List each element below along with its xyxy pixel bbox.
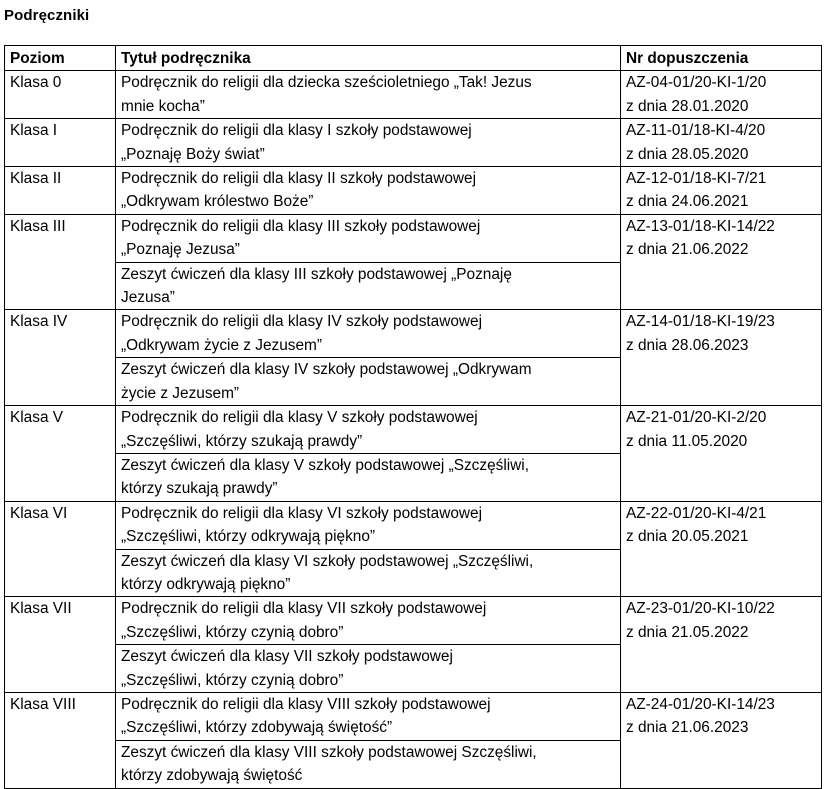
header-title: Tytuł podręcznika [116,46,621,71]
table-row [5,167,822,215]
title-line: Podręcznik do religii dla klasy II szkoły podstawowej [121,170,476,188]
title-cell [116,358,621,406]
approval-number: AZ-12-01/18-KI-7/21 [626,170,767,188]
approval-date: z dnia 24.06.2021 [626,193,749,211]
title-cell [116,453,621,501]
approval-number: AZ-11-01/18-KI-4/20 [626,122,766,140]
approval-number: AZ-22-01/20-KI-4/21 [626,504,767,522]
title-cell [116,214,621,262]
header-approval: Nr dopuszczenia [621,46,822,71]
title-line: Podręcznik do religii dla klasy I szkoły podstawowej [121,122,472,140]
title-line: Zeszyt ćwiczeń dla klasy V szkoły podstawowej „Szczęśliwi, [121,456,529,474]
approval-cell [621,167,822,215]
title-line: Zeszyt ćwiczeń dla klasy VII szkoły podstawowej [121,648,453,666]
approval-number: AZ-13-01/18-KI-14/22 [626,217,775,235]
table-row [5,406,822,454]
approval-number: AZ-24-01/20-KI-14/23 [626,695,775,713]
approval-number: AZ-04-01/20-KI-1/20 [626,74,767,92]
title-line: Jezusa” [121,289,175,307]
title-line: życie z Jezusem” [121,384,240,402]
approval-cell [621,692,822,788]
title-cell [116,262,621,310]
approval-date: z dnia 28.05.2020 [626,145,749,163]
title-line: „Szczęśliwi, którzy czynią dobro” [121,623,344,641]
approval-date: z dnia 11.05.2020 [626,432,748,450]
approval-date: z dnia 28.01.2020 [626,97,749,115]
title-cell [116,119,621,167]
title-line: mnie kocha” [121,97,205,115]
level-cell: Klasa 0 [5,71,116,119]
title-line: „Poznaję Jezusa” [121,241,240,259]
title-line: „Odkrywam królestwo Boże” [121,193,314,211]
title-line: którzy zdobywają świętość [121,767,303,785]
title-line: Podręcznik do religii dla klasy IV szkoły podstawowej [121,313,482,331]
level-cell: Klasa VI [5,501,116,597]
approval-date: z dnia 21.06.2023 [626,719,749,737]
approval-cell [621,71,822,119]
title-line: Podręcznik do religii dla dziecka sześcioletniego „Tak! Jezus [121,74,532,92]
title-cell [116,406,621,454]
level-cell: Klasa VII [5,597,116,693]
title-cell [116,740,621,788]
title-cell [116,692,621,740]
title-line: „Odkrywam życie z Jezusem” [121,336,322,354]
level-cell: Klasa II [5,167,116,215]
title-cell [116,549,621,597]
title-line: Zeszyt ćwiczeń dla klasy IV szkoły podstawowej „Odkrywam [121,361,532,379]
approval-cell [621,597,822,693]
title-line: Podręcznik do religii dla klasy VIII szkoły podstawowej [121,695,491,713]
title-line: Podręcznik do religii dla klasy V szkoły podstawowej [121,409,478,427]
approval-cell [621,501,822,597]
table-row [5,71,822,119]
table-row [5,119,822,167]
title-line: Zeszyt ćwiczeń dla klasy VI szkoły podstawowej „Szczęśliwi, [121,552,534,570]
level-cell: Klasa I [5,119,116,167]
level-cell: Klasa III [5,214,116,310]
approval-date: z dnia 28.06.2023 [626,336,749,354]
title-line: „Szczęśliwi, którzy zdobywają świętość” [121,719,393,737]
approval-cell [621,214,822,310]
title-line: którzy odkrywają piękno” [121,575,291,593]
title-cell [116,501,621,549]
title-line: Zeszyt ćwiczeń dla klasy VIII szkoły podstawowej Szczęśliwi, [121,743,537,761]
approval-number: AZ-21-01/20-KI-2/20 [626,409,767,427]
level-cell: Klasa V [5,406,116,502]
title-line: Podręcznik do religii dla klasy VI szkoły podstawowej [121,504,482,522]
title-cell [116,71,621,119]
table-header-row [5,46,822,71]
level-cell: Klasa IV [5,310,116,406]
title-cell [116,310,621,358]
table-row [5,692,822,740]
table-row [5,597,822,645]
title-line: „Szczęśliwi, którzy czynią dobro” [121,671,344,689]
table-row [5,310,822,358]
approval-number: AZ-14-01/18-KI-19/23 [626,313,775,331]
title-cell [116,167,621,215]
approval-cell [621,119,822,167]
header-level: Poziom [5,46,116,71]
title-cell [116,597,621,645]
title-cell [116,645,621,693]
textbooks-table [4,45,822,789]
title-line: „Szczęśliwi, którzy szukają prawdy” [121,432,363,450]
approval-number: AZ-23-01/20-KI-10/22 [626,600,775,618]
level-cell: Klasa VIII [5,692,116,788]
title-line: Zeszyt ćwiczeń dla klasy III szkoły podstawowej „Poznaję [121,265,512,283]
title-line: Podręcznik do religii dla klasy III szkoły podstawowej [121,217,481,235]
table-body [5,71,822,788]
title-line: „Poznaję Boży świat” [121,145,265,163]
title-line: Podręcznik do religii dla klasy VII szkoły podstawowej [121,600,487,618]
title-line: którzy szukają prawdy” [121,480,278,498]
table-row [5,501,822,549]
table-row [5,214,822,262]
approval-date: z dnia 21.06.2022 [626,241,749,259]
approval-date: z dnia 21.05.2022 [626,623,749,641]
approval-date: z dnia 20.05.2021 [626,528,749,546]
title-line: „Szczęśliwi, którzy odkrywają piękno” [121,528,376,546]
page-title: Podręczniki [4,7,90,24]
approval-cell [621,406,822,502]
approval-cell [621,310,822,406]
